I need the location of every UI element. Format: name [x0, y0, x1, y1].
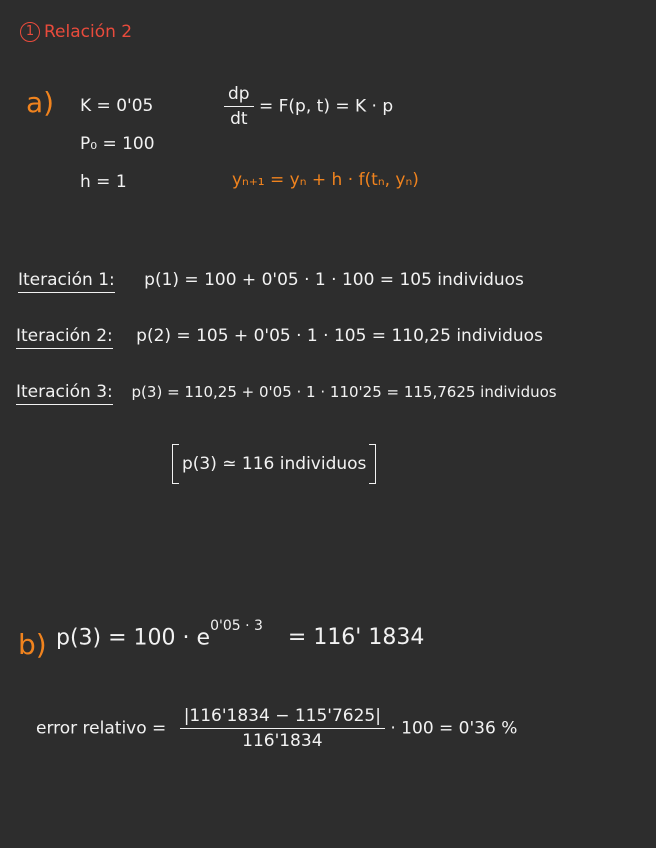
relative-error [36, 706, 517, 751]
iteration-2-label: Iteración 2: [16, 326, 113, 349]
error-numerator: |116'1834 − 115'7625| [183, 706, 381, 726]
section-a-label: a) [26, 86, 55, 119]
iteration-3 [16, 382, 557, 402]
iteration-1-label: Iteración 1: [18, 270, 115, 293]
page-header [20, 22, 132, 42]
result-bracket [172, 452, 376, 476]
right-bracket [369, 444, 376, 484]
ode-rhs: = F(p, t) = K · p [259, 96, 394, 117]
euler-formula: yₙ₊₁ = yₙ + h · f(tₙ, yₙ) [232, 170, 419, 190]
error-fraction [180, 706, 385, 751]
iteration-3-label: Iteración 3: [16, 382, 113, 405]
iteration-2 [16, 326, 543, 346]
error-label: error relativo = [36, 718, 167, 739]
ode-fraction [224, 84, 254, 129]
analytic-solution [56, 618, 425, 651]
result-box [172, 452, 376, 476]
param-p0: P₀ = 100 [80, 134, 155, 154]
section-b-label: b) [18, 628, 47, 661]
iteration-1 [18, 270, 524, 290]
param-k: K = 0'05 [80, 96, 154, 116]
fraction-bar [180, 728, 385, 729]
analytic-expr: p(3) = 100 · e [56, 625, 211, 651]
ode-denominator: dt [230, 109, 248, 129]
exponent: 0'05 · 3 [210, 618, 263, 634]
left-bracket [172, 444, 179, 484]
result-text: p(3) ≃ 116 individuos [182, 454, 367, 474]
section-number-badge: 1 [20, 22, 40, 42]
ode-equation [224, 84, 393, 129]
page-title: Relación 2 [44, 22, 133, 42]
ode-numerator: dp [228, 84, 250, 104]
error-denominator: 116'1834 [242, 731, 323, 751]
iteration-3-expr: p(3) = 110,25 + 0'05 · 1 · 110'25 = 115,7625 individuos [131, 383, 557, 401]
fraction-bar [224, 106, 254, 107]
iteration-1-expr: p(1) = 100 + 0'05 · 1 · 100 = 105 individuos [144, 270, 524, 290]
iteration-2-expr: p(2) = 105 + 0'05 · 1 · 105 = 110,25 individuos [136, 326, 543, 346]
param-h: h = 1 [80, 172, 127, 192]
analytic-result: = 116' 1834 [287, 625, 425, 651]
error-result: · 100 = 0'36 % [390, 718, 518, 739]
